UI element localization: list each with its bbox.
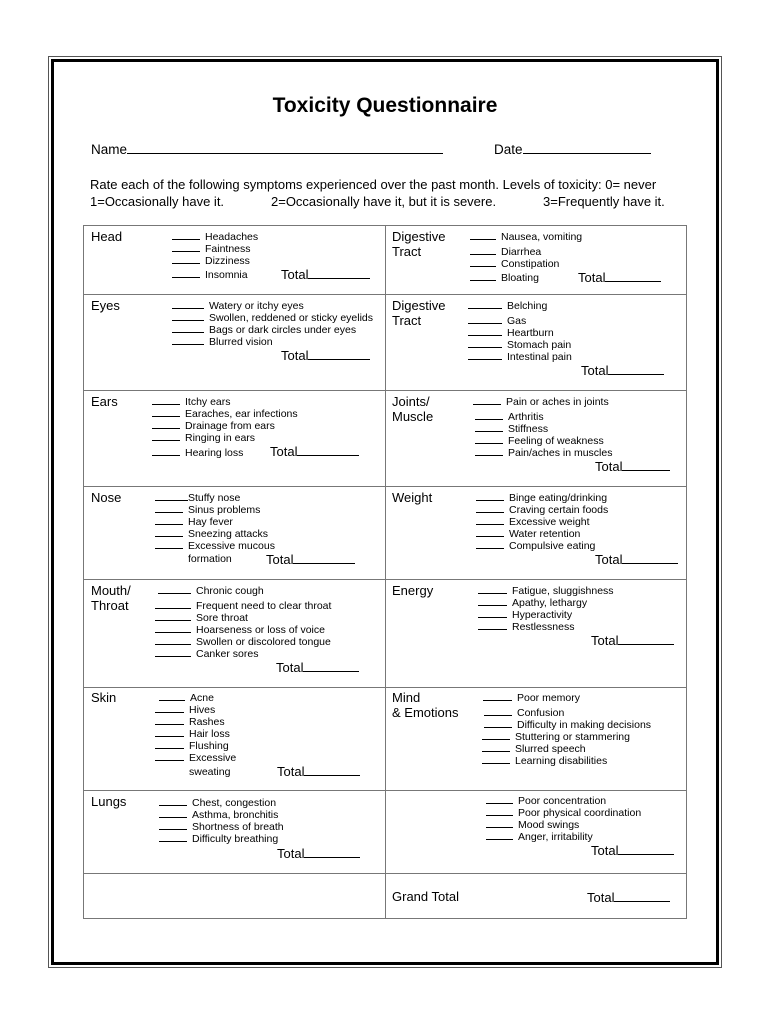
symptom-item[interactable]: Apathy, lethargy (478, 596, 587, 609)
symptom-item[interactable]: Canker sores (155, 647, 258, 660)
skin-total[interactable]: Total (277, 763, 360, 779)
symptom-item[interactable]: Drainage from ears (152, 419, 275, 432)
symptom-item[interactable]: Sneezing attacks (155, 527, 268, 540)
category-joints-muscle: Joints/ Muscle (392, 394, 434, 424)
symptom-item[interactable]: Poor concentration (486, 794, 606, 807)
symptom-item[interactable]: Blurred vision (172, 335, 273, 348)
category-nose: Nose (91, 490, 122, 505)
category-ears: Ears (91, 394, 118, 409)
symptom-item[interactable]: Excessive weight (476, 515, 590, 528)
symptom-item[interactable]: Sore throat (155, 611, 248, 624)
symptom-item[interactable]: Pain or aches in joints (473, 395, 609, 408)
category-weight: Weight (392, 490, 433, 505)
symptom-item[interactable]: Chronic cough (158, 584, 264, 597)
digestive-total[interactable]: Total (581, 362, 664, 378)
symptom-item[interactable]: Mood swings (486, 818, 579, 831)
symptom-item[interactable]: Sinus problems (155, 503, 260, 516)
symptom-item[interactable]: Itchy ears (152, 395, 231, 408)
symptom-item[interactable]: Binge eating/drinking (476, 491, 607, 504)
symptom-item[interactable]: Swollen or discolored tongue (155, 635, 331, 648)
symptom-item[interactable]: Arthritis (475, 410, 544, 423)
symptom-item[interactable]: Slurred speech (482, 742, 586, 755)
row-divider (83, 790, 687, 791)
symptom-item[interactable]: Excessive mucous (155, 539, 275, 552)
symptom-item[interactable]: Bags or dark circles under eyes (172, 323, 356, 336)
symptom-item[interactable]: Gas (468, 314, 526, 327)
symptom-item[interactable]: Belching (468, 299, 547, 312)
symptom-item[interactable]: Water retention (476, 527, 580, 540)
symptom-item[interactable]: Stomach pain (468, 338, 571, 351)
category-eyes: Eyes (91, 298, 120, 313)
symptom-item[interactable]: Dizziness (172, 254, 250, 267)
symptom-item[interactable]: Hives (155, 703, 215, 716)
symptom-item[interactable]: Hoarseness or loss of voice (155, 623, 325, 636)
symptom-item[interactable]: Intestinal pain (468, 350, 572, 363)
grand-total-field[interactable]: Total (587, 889, 670, 905)
category-lungs: Lungs (91, 794, 127, 809)
symptom-item[interactable]: Constipation (470, 257, 559, 270)
symptom-item[interactable]: Asthma, bronchitis (159, 808, 278, 821)
row-divider (83, 873, 687, 874)
symptom-item[interactable]: Heartburn (468, 326, 554, 339)
symptom-item[interactable]: Difficulty breathing (159, 832, 278, 845)
head-total[interactable]: Total (281, 266, 370, 282)
nose-total[interactable]: Total (266, 551, 355, 567)
symptom-item[interactable]: Fatigue, sluggishness (478, 584, 614, 597)
symptom-item[interactable]: Poor memory (483, 691, 580, 704)
symptom-item-continued: sweating (189, 766, 231, 778)
symptom-item[interactable]: Acne (159, 691, 214, 704)
level-2: 2=Occasionally have it, but it is severe. (271, 194, 497, 209)
symptom-item[interactable]: Stuttering or stammering (482, 730, 630, 743)
symptom-item[interactable]: Hyperactivity (478, 608, 572, 621)
symptom-item[interactable]: Shortness of breath (159, 820, 284, 833)
name-label: Name (91, 142, 128, 157)
column-divider (385, 225, 386, 919)
row-divider (83, 687, 687, 688)
instructions-line1: Rate each of the following symptoms experienced over the past month. Levels of toxicity: 0= never (90, 177, 657, 192)
category-mouth-throat: Mouth/ Throat (91, 583, 131, 613)
digestive-total[interactable]: Total (578, 269, 661, 285)
joints-total[interactable]: Total (595, 458, 670, 474)
date-field[interactable] (494, 141, 651, 157)
energy-total[interactable]: Total (591, 632, 674, 648)
symptom-item[interactable]: Rashes (155, 715, 225, 728)
lungs-total[interactable]: Total (277, 845, 360, 861)
symptom-item[interactable]: Confusion (484, 706, 564, 719)
category-digestive-tract: Digestive Tract (392, 298, 446, 328)
symptom-item[interactable]: Watery or itchy eyes (172, 299, 304, 312)
symptom-item[interactable]: Swollen, reddened or sticky eyelids (172, 311, 373, 324)
symptom-item[interactable]: Nausea, vomiting (470, 230, 582, 243)
level-1: 1=Occasionally have it. (90, 194, 225, 209)
symptom-item[interactable]: Pain/aches in muscles (475, 446, 612, 459)
symptom-item[interactable]: Excessive (155, 751, 236, 764)
symptom-item[interactable]: Frequent need to clear throat (155, 599, 331, 612)
symptom-item[interactable]: Poor physical coordination (486, 806, 641, 819)
ears-total[interactable]: Total (270, 443, 359, 459)
mouth-throat-total[interactable]: Total (276, 659, 359, 675)
name-field[interactable] (91, 141, 443, 157)
symptom-item[interactable]: Difficulty in making decisions (484, 718, 651, 731)
symptom-item[interactable]: Hay fever (155, 515, 233, 528)
page-title: Toxicity Questionnaire (272, 94, 498, 117)
symptom-item[interactable]: Anger, irritability (486, 830, 593, 843)
mind-emotions-total[interactable]: Total (591, 842, 674, 858)
date-label: Date (494, 142, 523, 157)
symptom-item[interactable]: Restlessness (478, 620, 574, 633)
symptom-item[interactable]: Faintness (172, 242, 251, 255)
symptom-item[interactable]: Hearing loss (152, 446, 243, 459)
symptom-item[interactable]: Ringing in ears (152, 431, 255, 444)
symptom-item[interactable]: Earaches, ear infections (152, 407, 298, 420)
instructions (90, 176, 690, 210)
symptom-item-continued: formation (188, 553, 232, 565)
eyes-total[interactable]: Total (281, 347, 370, 363)
symptom-item[interactable]: Headaches (172, 230, 258, 243)
symptom-item[interactable]: Chest, congestion (159, 796, 276, 809)
symptom-item[interactable]: Compulsive eating (476, 539, 595, 552)
category-digestive-tract: Digestive Tract (392, 229, 446, 259)
row-divider (83, 390, 687, 391)
weight-total[interactable]: Total (595, 551, 678, 567)
grand-total-label: Grand Total (392, 889, 459, 904)
category-skin: Skin (91, 690, 117, 705)
symptom-item[interactable]: Flushing (155, 739, 229, 752)
category-mind-emotions: Mind & Emotions (392, 690, 459, 720)
category-head: Head (91, 229, 123, 244)
symptom-item[interactable]: Stiffness (475, 422, 548, 435)
row-divider (83, 486, 687, 487)
symptom-item[interactable]: Diarrhea (470, 245, 541, 258)
symptom-item[interactable]: Insomnia (172, 268, 248, 281)
level-3: 3=Frequently have it. (543, 194, 665, 209)
category-energy: Energy (392, 583, 434, 598)
symptom-item[interactable]: Feeling of weakness (475, 434, 604, 447)
row-divider (83, 579, 687, 580)
symptom-item[interactable]: Stuffy nose (155, 491, 240, 504)
symptom-item[interactable]: Hair loss (155, 727, 230, 740)
symptom-item[interactable]: Craving certain foods (476, 503, 608, 516)
symptom-item[interactable]: Learning disabilities (482, 754, 607, 767)
symptom-item[interactable]: Bloating (470, 271, 539, 284)
row-divider (83, 294, 687, 295)
